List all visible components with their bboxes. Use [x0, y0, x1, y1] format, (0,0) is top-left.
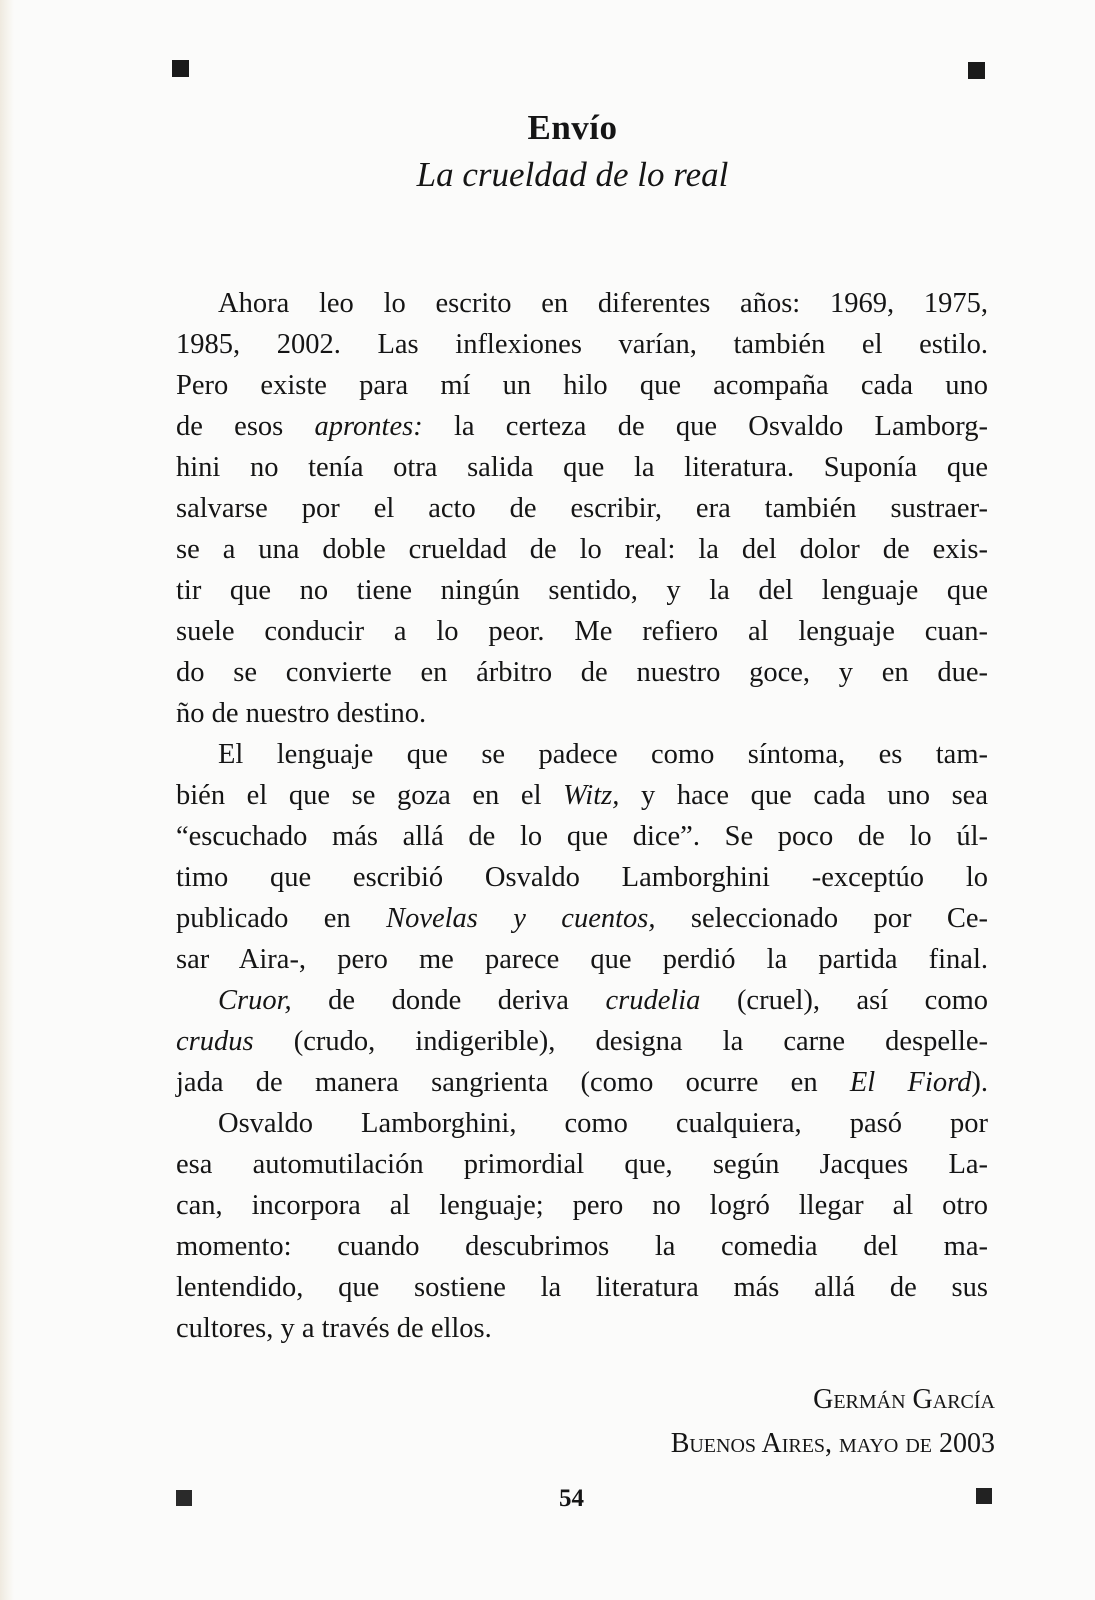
text-line: hini no tenía otra salida que la literatura. Suponía que: [176, 452, 988, 483]
page-number: 54: [559, 1485, 584, 1512]
corner-mark-top-right: [968, 62, 985, 79]
corner-mark-top-left: [172, 60, 189, 77]
italic-term: Cruor,: [218, 985, 292, 1016]
text-segment: ).: [971, 1067, 988, 1098]
italic-term: aprontes:: [314, 411, 423, 442]
text-line: salvarse por el acto de escribir, era también sustraer-: [176, 493, 988, 524]
italic-book-title: Novelas y cuentos,: [386, 903, 656, 934]
text-segment: jada de manera sangrienta (como ocurre en: [176, 1067, 850, 1098]
chapter-subtitle: La crueldad de lo real: [416, 155, 729, 194]
text-line: [176, 980, 988, 1021]
signature-block: [671, 1378, 995, 1466]
text-segment: de esos: [176, 411, 315, 442]
chapter-title: Envío: [527, 108, 618, 147]
text-line: [176, 898, 988, 939]
text-line: 1985, 2002. Las inflexiones varían, también el estilo.: [176, 329, 988, 360]
italic-book-title: El Fiord: [849, 1067, 972, 1098]
text-segment: publicado en: [176, 903, 387, 934]
text-line: “escuchado más allá de lo que dice”. Se poco de lo úl-: [176, 821, 988, 852]
text-line: Pero existe para mí un hilo que acompaña cada uno: [176, 370, 988, 401]
text-line: ño de nuestro destino.: [176, 698, 427, 729]
text-line: [176, 406, 988, 447]
signature-author: Germán García: [813, 1384, 995, 1415]
text-line: can, incorpora al lenguaje; pero no logró llegar al otro: [176, 1190, 988, 1221]
text-line: [176, 775, 988, 816]
italic-term: Witz,: [563, 780, 620, 811]
italic-term: crudelia: [605, 985, 701, 1016]
text-segment: la certeza de que Osvaldo Lamborg-: [422, 411, 988, 442]
signature-place-date: Buenos Aires, mayo de 2003: [670, 1428, 995, 1459]
text-line: cultores, y a través de ellos.: [176, 1313, 492, 1344]
text-segment: bién el que se goza en el: [176, 780, 564, 811]
text-line: [176, 1062, 988, 1103]
text-line: se a una doble crueldad de lo real: la del dolor de exis-: [176, 534, 988, 565]
text-line: do se convierte en árbitro de nuestro goce, y en due-: [176, 657, 988, 688]
text-segment: (cruel), así como: [700, 985, 988, 1016]
italic-term: crudus: [176, 1026, 254, 1057]
text-line: Ahora leo lo escrito en diferentes años: 1969, 1975,: [218, 288, 988, 319]
text-line: Osvaldo Lamborghini, como cualquiera, pasó por: [218, 1108, 988, 1139]
text-segment: (crudo, indigerible), designa la carne despelle-: [253, 1026, 988, 1057]
text-line: suele conducir a lo peor. Me refiero al lenguaje cuan-: [176, 616, 988, 647]
text-segment: de donde deriva: [291, 985, 606, 1016]
text-line: lentendido, que sostiene la literatura más allá de sus: [176, 1272, 988, 1303]
page-edge-shadow: [0, 0, 14, 1600]
text-line: El lenguaje que se padece como síntoma, es tam-: [218, 739, 988, 770]
body-text: [176, 283, 988, 1349]
text-line: tir que no tiene ningún sentido, y la del lenguaje que: [176, 575, 988, 606]
text-line: esa automutilación primordial que, según Jacques La-: [176, 1149, 988, 1180]
text-line: sar Aira-, pero me parece que perdió la partida final.: [176, 944, 988, 975]
text-segment: seleccionado por Ce-: [655, 903, 988, 934]
text-line: timo que escribió Osvaldo Lamborghini -exceptúo lo: [176, 862, 988, 893]
text-line: momento: cuando descubrimos la comedia del ma-: [176, 1231, 988, 1262]
text-segment: y hace que cada uno sea: [619, 780, 988, 811]
text-line: [176, 1021, 988, 1062]
